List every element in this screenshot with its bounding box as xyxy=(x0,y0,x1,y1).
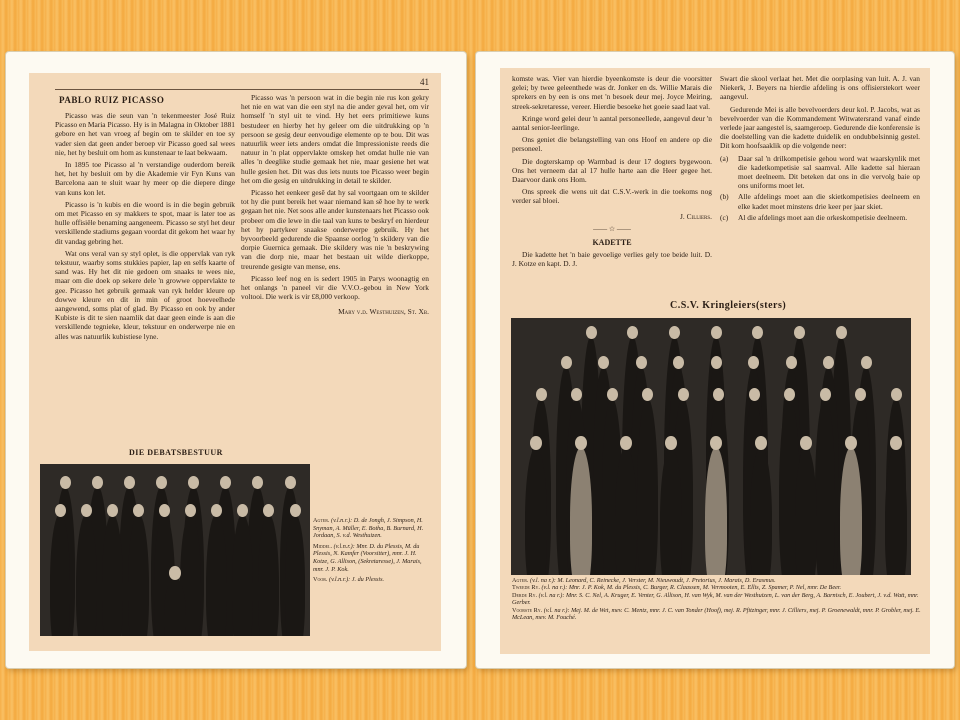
paragraph: Die dogterskamp op Warmbad is deur 17 dogters bygewoon. Ons het verneem dat al 17 hulle harte aan die Heer gegee het. Daarvoor dank ons Hom. xyxy=(512,156,712,185)
person-face xyxy=(642,388,653,401)
caption-row: Agter. (v.l.n.r.): D. de Jongh, J. Simpson, H. Snyman, A. Müller, E. Botha, B. Burnard, H. Jordaan, S. v.d. Westhuizen. xyxy=(313,517,424,540)
person-face xyxy=(786,356,797,369)
list-item: (b) Alle afdelings moet aan die skietkompetisies deelneem en elke kadet moet minstens drie keer per jaar skiet. xyxy=(720,192,920,211)
person-face xyxy=(571,388,582,401)
paragraph: Picasso is 'n kubis en die woord is in die begin gebruik om met Picasso en sy makkers te spot, maar is later toe as hulle offisiële benaming aangeneem. Picasso se styl het deur verskillende stadiums gegaan voordat dit gekom het waar hy dit vandag gebring het. xyxy=(55,199,235,246)
byline: Mary v.d. Westhuizen, St. Xb. xyxy=(338,307,429,317)
person-face xyxy=(263,504,274,517)
person-face xyxy=(861,356,872,369)
person-face xyxy=(669,326,680,339)
person-figure xyxy=(76,514,97,636)
caption-row: Agter. (v.l. na r.): M. Leonard, C. Reinecke, J. Verster, M. Nieuwoudt, J. Pretorius, J. Marais, D. Erasmus. xyxy=(512,577,776,584)
paragraph: komste was. Vier van hierdie byeenkomste is deur die voorsitter gelei; by twee geleenthede was dr. Jonker en ds. Willie Marais die sprekers en by een is ons met 'n besoek deur mej. Joyce Meiring, streek-sekretaresse, vereer. Hierdie besoeke het goeie saad laat val. xyxy=(512,74,712,111)
person-face xyxy=(673,356,684,369)
caption-row: Middel. (v.l.n.r.): Mnr. D. du Plessis, M. du Plessis, N. Kamfer (Voorsitter), mnr. J. H. Kotze, G. Allison, (Sekretaresse), J. Marais, mnr. J. P. Kok. xyxy=(313,542,422,573)
photo-caption xyxy=(512,577,922,621)
signoff: J. Cilliers. xyxy=(680,211,712,221)
person-face xyxy=(752,326,763,339)
section-heading-kadette: KADETTE xyxy=(592,238,632,248)
paragraph: Ons spreek die wens uit dat C.S.V.-werk in die toekoms nog verder sal bloei. xyxy=(512,187,712,206)
person-face xyxy=(823,356,834,369)
paragraph: Ons geniet die belangstelling van ons Hoof en andere op die personeel. xyxy=(512,135,712,154)
person-face xyxy=(133,504,144,517)
paragraph: Picasso leef nog en is sedert 1905 in Parys woonagtig en het onlangs 'n paneel vir die V.V.O.-gebou in New York voltooi. Die werk is vir £8,000 verkoop. xyxy=(241,273,429,302)
article-column-2 xyxy=(241,93,429,433)
star-divider: —— ☆ —— xyxy=(593,224,631,233)
caption-row: Derde Ry. (v.l. na r.): Mnr. S. C. Nel, A. Kruger, E. Venter, G. Allison, H. van Wyk, M. van der Westhuizen, L. van der Berg, A. Barnisch, E. Joubert, J. v.d. Watt, mnr. Gerber. xyxy=(512,591,919,607)
person-figure xyxy=(258,514,279,636)
kadette-column xyxy=(720,74,920,299)
left-page xyxy=(29,73,441,651)
person-face xyxy=(678,388,689,401)
paragraph: Picasso was die seun van 'n tekenmeester José Ruiz Picasso en Maria Picasso. Hy is in Malagna in Oktober 1881 gebore en het van vroeg af begin om te skilder en toe sy vader sien dat geen ander beroep vir Picasso goed sal wees nie, het hy besluit om hom as kunstenaar te laat bekwaam. xyxy=(55,111,235,157)
photo-caption xyxy=(313,517,433,584)
person-face xyxy=(891,388,902,401)
person-face xyxy=(536,388,547,401)
person-face xyxy=(749,388,760,401)
person-figure xyxy=(128,514,149,636)
person-figure xyxy=(102,514,123,636)
person-face xyxy=(92,476,103,489)
paragraph: Swart die skool verlaat het. Met die oorplasing van luit. A. J. van Niekerk, J. Beyers na hierdie afdeling is ons offisierstekort weer aangevul. xyxy=(720,74,920,102)
person-face xyxy=(586,326,597,339)
paragraph: Wat ons veral van sy styl oplet, is die oppervlak van ryk tekstuur, waarby soms stukkies papier, lap en selfs kaarte of sand was. Hy het dit nie gedoen om snaaks te wees nie, maar om die doek op sekere dele 'n growwe oppervlakte te gee. Picasso het gebruik gemaak van ryk helder kleure op dowwe kleure en dit in min of groot hoeveelhede aangewend, soms plat of glad. By Picasso en ook by ander Kubiste is dit te sien naamlik dat daar geen einde is aan die verskillende tegnieke, kleur, tekstuur en onderwerpe nie en alles was natuurlik kubistiese lyne. xyxy=(55,248,235,341)
person-face xyxy=(636,356,647,369)
person-figure xyxy=(285,514,306,636)
person-figure xyxy=(795,447,818,575)
person-face xyxy=(159,504,170,517)
person-face xyxy=(188,476,199,489)
person-face xyxy=(252,476,263,489)
caption-row: Voor. (v.l.n.r.): J. du Plessis. xyxy=(313,576,385,584)
page-number: 41 xyxy=(420,77,429,87)
right-page xyxy=(500,68,930,654)
paragraph: In 1895 toe Picasso al 'n verstandige ouderdom bereik het, het hy besluit om by die Akademie vir Fyn Kuns van Barcelona aan te sluit waar hy meer op die diepere dinge van kuns kon let. xyxy=(55,160,235,197)
person-figure xyxy=(750,447,773,575)
person-face xyxy=(60,476,71,489)
person-face xyxy=(711,356,722,369)
caption-row: Voorste Ry. (v.l. na r.): Mej. M. de Wet, mev. C. Mentz, mnr. J. C. van Tonder (Hoof), mej. R. Pfitzinger, mnr. J. Cilliers, mej. P. Groenewaldt, mnr. P. Grobler, mej. E. McLean, mev. M. Fouché. xyxy=(512,606,921,622)
article-title: PABLO RUIZ PICASSO xyxy=(59,95,165,105)
person-face xyxy=(107,504,118,517)
paragraph: Gedurende Mei is alle bevelvoerders deur kol. P. Jacobs, wat as bevelvoerder van die Kommandement Witwatersrand vanaf einde verlede jaar aangestel is, saamgeroep. Gedurende die konferensie is die doelstelling van die kadette duidelik en ondubbelsinnig gestel. Dit kom hoofsaaklik op die volgende neer: xyxy=(720,104,920,151)
csv-report-column xyxy=(512,74,712,299)
person-face xyxy=(794,326,805,339)
person-face xyxy=(124,476,135,489)
person-face xyxy=(711,326,722,339)
photo-title: C.S.V. Kringleiers(sters) xyxy=(670,300,787,311)
caption-row: Tweede Ry. (v.l. na r.): Mnr. J. P. Kok, M. du Plessis, C. Burger, R. Claassen, M. Vermooten, E. Ellis, Z. Spamer, P. Nel, mnr. De Beer. xyxy=(512,584,842,592)
person-face xyxy=(820,388,831,401)
person-face xyxy=(561,356,572,369)
person-face xyxy=(81,504,92,517)
person-face xyxy=(220,476,231,489)
group-photo-debatsbestuur xyxy=(40,464,310,636)
paragraph: Die kadette het 'n baie gevoelige verlies gely toe beide luit. D. J. Kotze en kapt. D. J. xyxy=(512,250,712,269)
header-rule xyxy=(55,89,429,90)
photo-title: DIE DEBATSBESTUUR xyxy=(129,448,223,457)
person-face xyxy=(55,504,66,517)
paragraph: Picasso het eenkeer gesê dat hy sal voortgaan om te skilder tot hy die punt bereik het waar niemand kan sê hoe hy te werk gegaan het nie. Net soos alle ander kunstenaars het Picasso ook probeer om die lewe in die taal van kuns te beskryf en hierdeur het hy partykeer snaakse onderwerpe gebruik. Hy het byvoorbeeld gedurende die Spaanse oorlog 'n skildery van die dorpie Guernica gemaak. Die skildery was nie 'n beskrywing van die dorp nie, maar het bestaan uit wilde dierkoppe, treurende gesigte van mense, ens. xyxy=(241,188,429,271)
person-face xyxy=(156,476,167,489)
person-face xyxy=(836,326,847,339)
list-item: (a) Daar sal 'n drilkompetisie gehou word wat waarskynlik met die kadetkompetisie sal saamval. Alle kadette sal hieraan moet deelneem. Dit beteken dat ons in die vervolg baie op ons uniforms moet let. xyxy=(720,153,920,191)
person-face xyxy=(285,476,296,489)
person-figure xyxy=(637,398,658,575)
person-face xyxy=(290,504,301,517)
paragraph: Kringe word gelei deur 'n aantal personeellede, aangevul deur 'n aantal senior-leerlinge. xyxy=(512,113,712,133)
person-face xyxy=(800,436,812,450)
group-photo-csv-kringleiers xyxy=(511,318,911,575)
person-face xyxy=(627,326,638,339)
paragraph: Picasso was 'n persoon wat in die begin nie rus kon gekry het nie en wat van die een styl na die ander geval het, om vir homself 'n styl uit te vind. Hy het eers primitiewe kuns bestudeer en hierby het hy geleer om die uitdrukking op 'n persoon se gesig deur eenvoudige elemente op te bou. Dit was natuurlik weer iets anders omdat die Impressioniste reeds die natuur in 'n plat oppervlakte omskep het omdat hulle nie van alles 'n deeglike studie gemaak het nie, maar gesiene het wat hulle gesien het. Dit was dus iets nuuts toe Picasso weer begin het om die gesig en uitdrukking in detail te skilder. xyxy=(241,93,429,185)
list-item: (c) Al die afdelings moet aan die orkeskompetisie deelneem. xyxy=(720,212,908,222)
person-face xyxy=(607,388,618,401)
article-column-1 xyxy=(55,111,235,431)
person-face xyxy=(598,356,609,369)
person-face xyxy=(237,504,248,517)
